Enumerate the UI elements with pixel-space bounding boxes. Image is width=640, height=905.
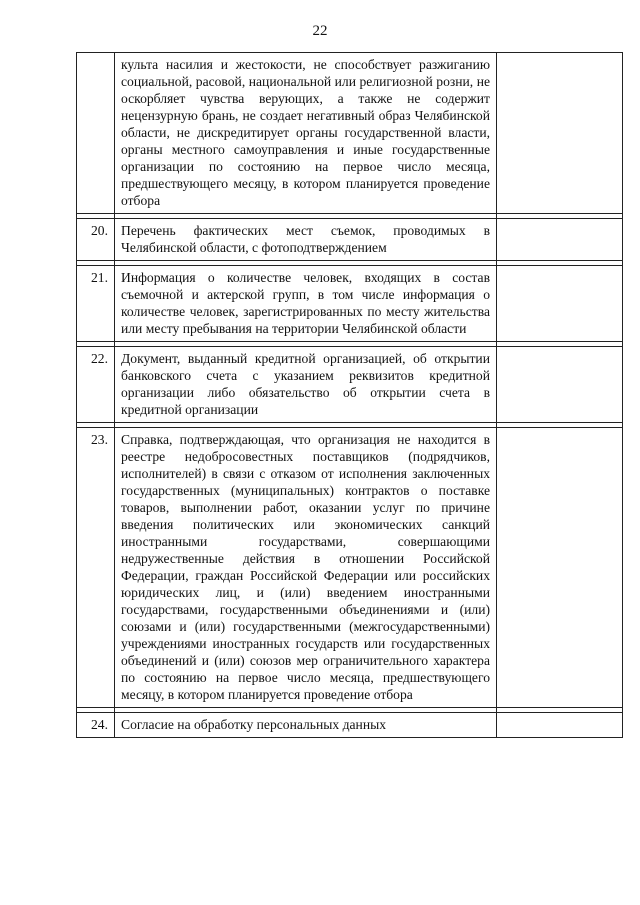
row-text: культа насилия и жестокости, не способствует разжиганию социальной, расовой, национальной или религиозной розни, не оскорбляет чувства верующих, а также не содержит нецензурную брань, не создает негативный образ Челябинской области, не дискредитирует органы государственной власти, органы местного самоуправления и иные государственные организации по состоянию на первое число месяца, предшествующего месяцу, в котором планируется проведение отбора xyxy=(115,53,497,214)
table-row xyxy=(77,347,623,423)
table-row xyxy=(77,713,623,738)
row-extra-cell xyxy=(497,53,623,214)
row-number xyxy=(77,53,115,214)
table-row xyxy=(77,219,623,261)
table-row xyxy=(77,53,623,214)
row-extra-cell xyxy=(497,713,623,738)
row-number: 24. xyxy=(77,713,115,738)
row-number: 20. xyxy=(77,219,115,261)
page-number: 22 xyxy=(312,23,328,39)
row-extra-cell xyxy=(497,347,623,423)
row-text: Документ, выданный кредитной организацией, об открытии банковского счета с указанием реквизитов кредитной организации либо обязательство об открытии счета в кредитной организации xyxy=(115,347,497,423)
row-number: 22. xyxy=(77,347,115,423)
row-extra-cell xyxy=(497,266,623,342)
row-extra-cell xyxy=(497,219,623,261)
row-number: 21. xyxy=(77,266,115,342)
table-row xyxy=(77,428,623,708)
documents-table xyxy=(76,52,623,738)
row-text: Информация о количестве человек, входящих в состав съемочной и актерской групп, в том числе информация о количестве человек, зарегистрированных по месту жительства или месту пребывания на территории Челябинской области xyxy=(115,266,497,342)
row-text: Согласие на обработку персональных данных xyxy=(115,713,497,738)
row-text: Перечень фактических мест съемок, проводимых в Челябинской области, с фотоподтверждением xyxy=(115,219,497,261)
row-text: Справка, подтверждающая, что организация не находится в реестре недобросовестных поставщиков (подрядчиков, исполнителей) в связи с отказом от исполнения заключенных государственных (муниципальных) контрактов о поставке товаров, выполнении работ, оказании услуг по причине введения политических или экономических санкций иностранными государствами, совершающими недружественные действия в отношении Российской Федерации, граждан Российской Федерации или российских юридических лиц, и (или) введением иностранными государствами, государственными объединениями и (или) союзами и (или) государственными (межгосударственными) учреждениями иностранных государств или государственных объединений и (или) союзов мер ограничительного характера по состоянию на первое число месяца, предшествующего месяцу, в котором планируется проведение отбора xyxy=(115,428,497,708)
row-extra-cell xyxy=(497,428,623,708)
table-row xyxy=(77,266,623,342)
row-number: 23. xyxy=(77,428,115,708)
